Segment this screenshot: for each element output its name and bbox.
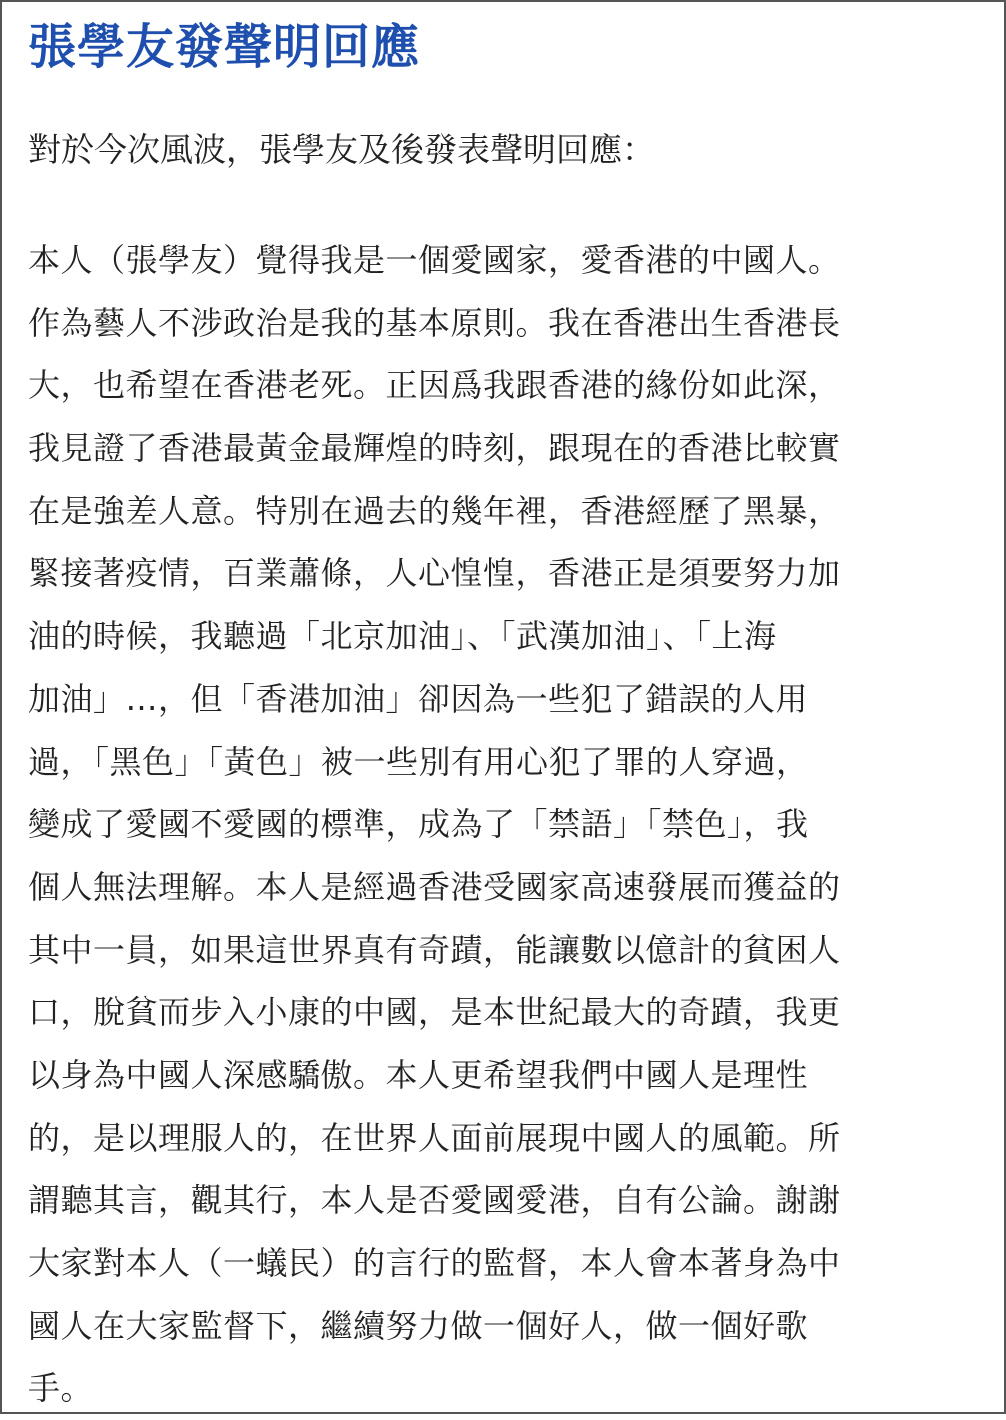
- statement-body: [28, 229, 841, 1420]
- article-title: 張學友發聲明回應: [28, 19, 421, 75]
- statement-line: 本人（張學友）覺得我是一個愛國家，愛香港的中國人。: [28, 241, 841, 279]
- statement-line: 變成了愛國不愛國的標準，成為了「禁語」「禁色」，我: [28, 805, 809, 844]
- statement-line: 以身為中國人深感驕傲。本人更希望我們中國人是理性: [28, 1055, 809, 1094]
- statement-line: 在是強差人意。特別在過去的幾年裡，香港經歷了黑暴，: [28, 491, 841, 530]
- statement-line: 大家對本人（一蟻民）的言行的監督，本人會本著身為中: [28, 1244, 841, 1282]
- statement-line: 口，脫貧而步入小康的中國，是本世紀最大的奇蹟，我更: [28, 993, 841, 1032]
- statement-line: 手。: [28, 1369, 94, 1408]
- statement-line: 的，是以理服人的，在世界人面前展現中國人的風範。所: [28, 1118, 841, 1157]
- statement-line: 個人無法理解。本人是經過香港受國家高速發展而獲益的: [28, 867, 841, 906]
- statement-line: 緊接著疫情，百業蕭條，人心惶惶，香港正是須要努力加: [28, 554, 841, 593]
- statement-line: 加油」…，但「香港加油」卻因為一些犯了錯誤的人用: [28, 679, 809, 718]
- statement-line: 其中一員，如果這世界真有奇蹟，能讓數以億計的貧困人: [28, 930, 841, 969]
- statement-line: 國人在大家監督下，繼續努力做一個好人，做一個好歌: [28, 1306, 809, 1345]
- statement-line: 作為藝人不涉政治是我的基本原則。我在香港出生香港長: [28, 303, 841, 342]
- statement-line: 大，也希望在香港老死。正因爲我跟香港的緣份如此深，: [28, 366, 841, 405]
- statement-line: 謂聽其言，觀其行，本人是否愛國愛港，自有公論。謝謝: [28, 1181, 841, 1220]
- statement-line: 我見證了香港最黃金最輝煌的時刻，跟現在的香港比較實: [28, 429, 841, 468]
- intro-paragraph: 對於今次風波，張學友及後發表聲明回應：: [28, 130, 655, 169]
- statement-line: 過，「黑色」「黃色」被一些別有用心犯了罪的人穿過，: [28, 742, 809, 781]
- statement-line: 油的時候，我聽過「北京加油」、「武漢加油」、「上海: [28, 617, 777, 656]
